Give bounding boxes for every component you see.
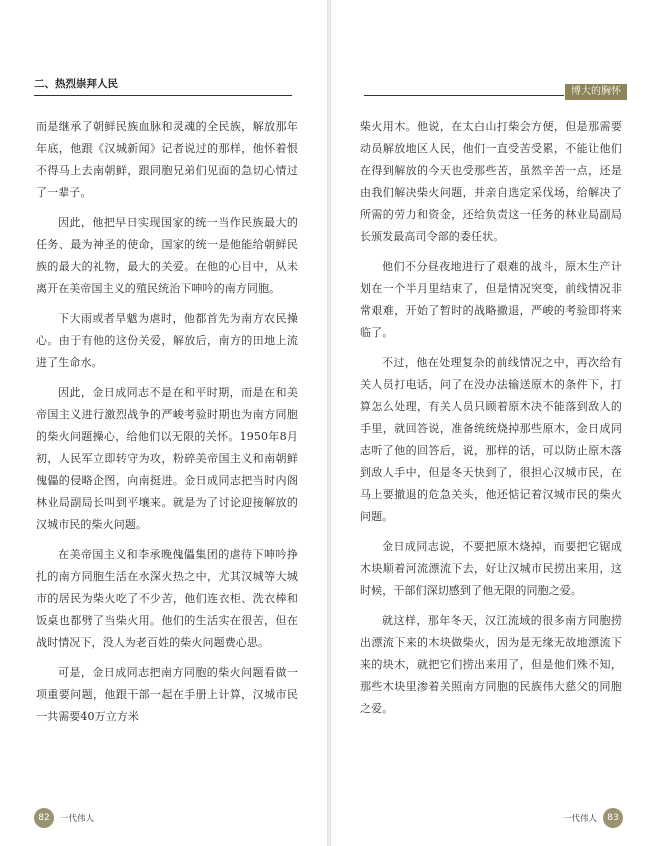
section-badge: 博大的胸怀: [565, 84, 627, 100]
left-page: [0, 0, 327, 846]
header-divider: [34, 95, 292, 96]
paragraph: 柴火用木。他说，在太白山打柴会方便，但是那需要动员解放地区人民，他们一直受苦受累，不能让他们在得到解放的今天也受那些苦，虽然辛苦一点，还是由我们解决柴火问题，并亲自选定采伐场，给解决了所需的劳力和资金，还给负责这一任务的林业局副局长颁发最高司令部的委任状。: [360, 120, 622, 243]
chapter-title: 二、热烈崇拜人民: [34, 78, 118, 90]
paragraph: 可是，金日成同志把南方同胞的柴火问题看做一项重要问题，他跟干部一起在手册上计算，汉城市民一共需要40万立方米: [36, 666, 298, 723]
paragraph: 金日成同志说，不要把原木烧掉，而要把它锯成木块顺着河流漂流下去，好让汉城市民捞出来用，这时候，干部们深切感到了他无限的同胞之爱。: [360, 540, 622, 597]
right-page: [331, 0, 658, 846]
paragraph: 因此，金日成同志不是在和平时期，而是在和美帝国主义进行激烈战争的严峻考验时期也为南方同胞的柴火问题操心，给他们以无限的关怀。1950年8月初，人民军立即转守为攻，粉碎美帝国主义和南朝鲜傀儡的侵略企图，向南挺进。金日成同志把当时内阁林业局副局长叫到平壤来。就是为了讨论迎接解放的汉城市民的柴火问题。: [36, 386, 298, 531]
book-title-footer-left: 一代伟人: [60, 814, 95, 824]
paragraph: 就这样，那年冬天，汉江流域的很多南方同胞捞出漂流下来的木块做柴火，因为是无缘无故地漂流下来的块木，就把它们捞出来用了，但是他们殊不知，那些木块里渗着关照南方同胞的民族伟大慈父的同胞之爱。: [360, 614, 622, 715]
book-title-footer-right: 一代伟人: [563, 814, 598, 824]
page-number-right: 83: [603, 808, 623, 828]
left-body-text: [36, 116, 298, 736]
paragraph: 因此，他把早日实现国家的统一当作民族最大的任务、最为神圣的使命，国家的统一是他能给朝鲜民族的最大的礼物，最大的关爱。在他的心目中，从未离开在美帝国主义的殖民统治下呻吟的南方同胞。: [36, 216, 298, 295]
paragraph: 他们不分昼夜地进行了艰难的战斗，原木生产计划在一个半月里结束了，但是情况突变，前线情况非常艰难，开始了暂时的战略撤退，严峻的考验即将来临了。: [360, 260, 622, 339]
paragraph: 不过，他在处理复杂的前线情况之中，再次给有关人员打电话，问了在没办法输送原木的条件下，打算怎么处理，有关人员只顾着原木决不能落到敌人的手里，就回答说，准备统统烧掉那些原木，金日成同志听了他的回答后，说，那样的话，可以防止原木落到敌人手中，但是冬天快到了，很担心汉城市民，在马上要撤退的危急关头，他还惦记着汉城市民的柴火问题。: [360, 356, 622, 523]
paragraph: 在美帝国主义和李承晚傀儡集团的虐待下呻吟挣扎的南方同胞生活在水深火热之中，尤其汉城等大城市的居民为柴火吃了不少苦，他们连衣柜、洗衣棒和饭桌也都劈了当柴火用。他们的生活实在很苦，但在战时情况下，没人为老百姓的柴火问题费心思。: [36, 548, 298, 649]
paragraph: 而是继承了朝鲜民族血脉和灵魂的全民族，解放那年年底，他跟《汉城新闻》记者说过的那样，他怀着恨不得马上去南朝鲜，跟同胞兄弟们见面的急切心情过了一辈子。: [36, 120, 298, 199]
header-divider: [364, 95, 564, 96]
paragraph: 下大雨或者旱魃为虐时，他都首先为南方农民操心。由于有他的这份关爱，解放后，南方的田地上流进了生命水。: [36, 312, 298, 369]
page-number-left: 82: [34, 808, 54, 828]
right-body-text: [360, 116, 622, 728]
